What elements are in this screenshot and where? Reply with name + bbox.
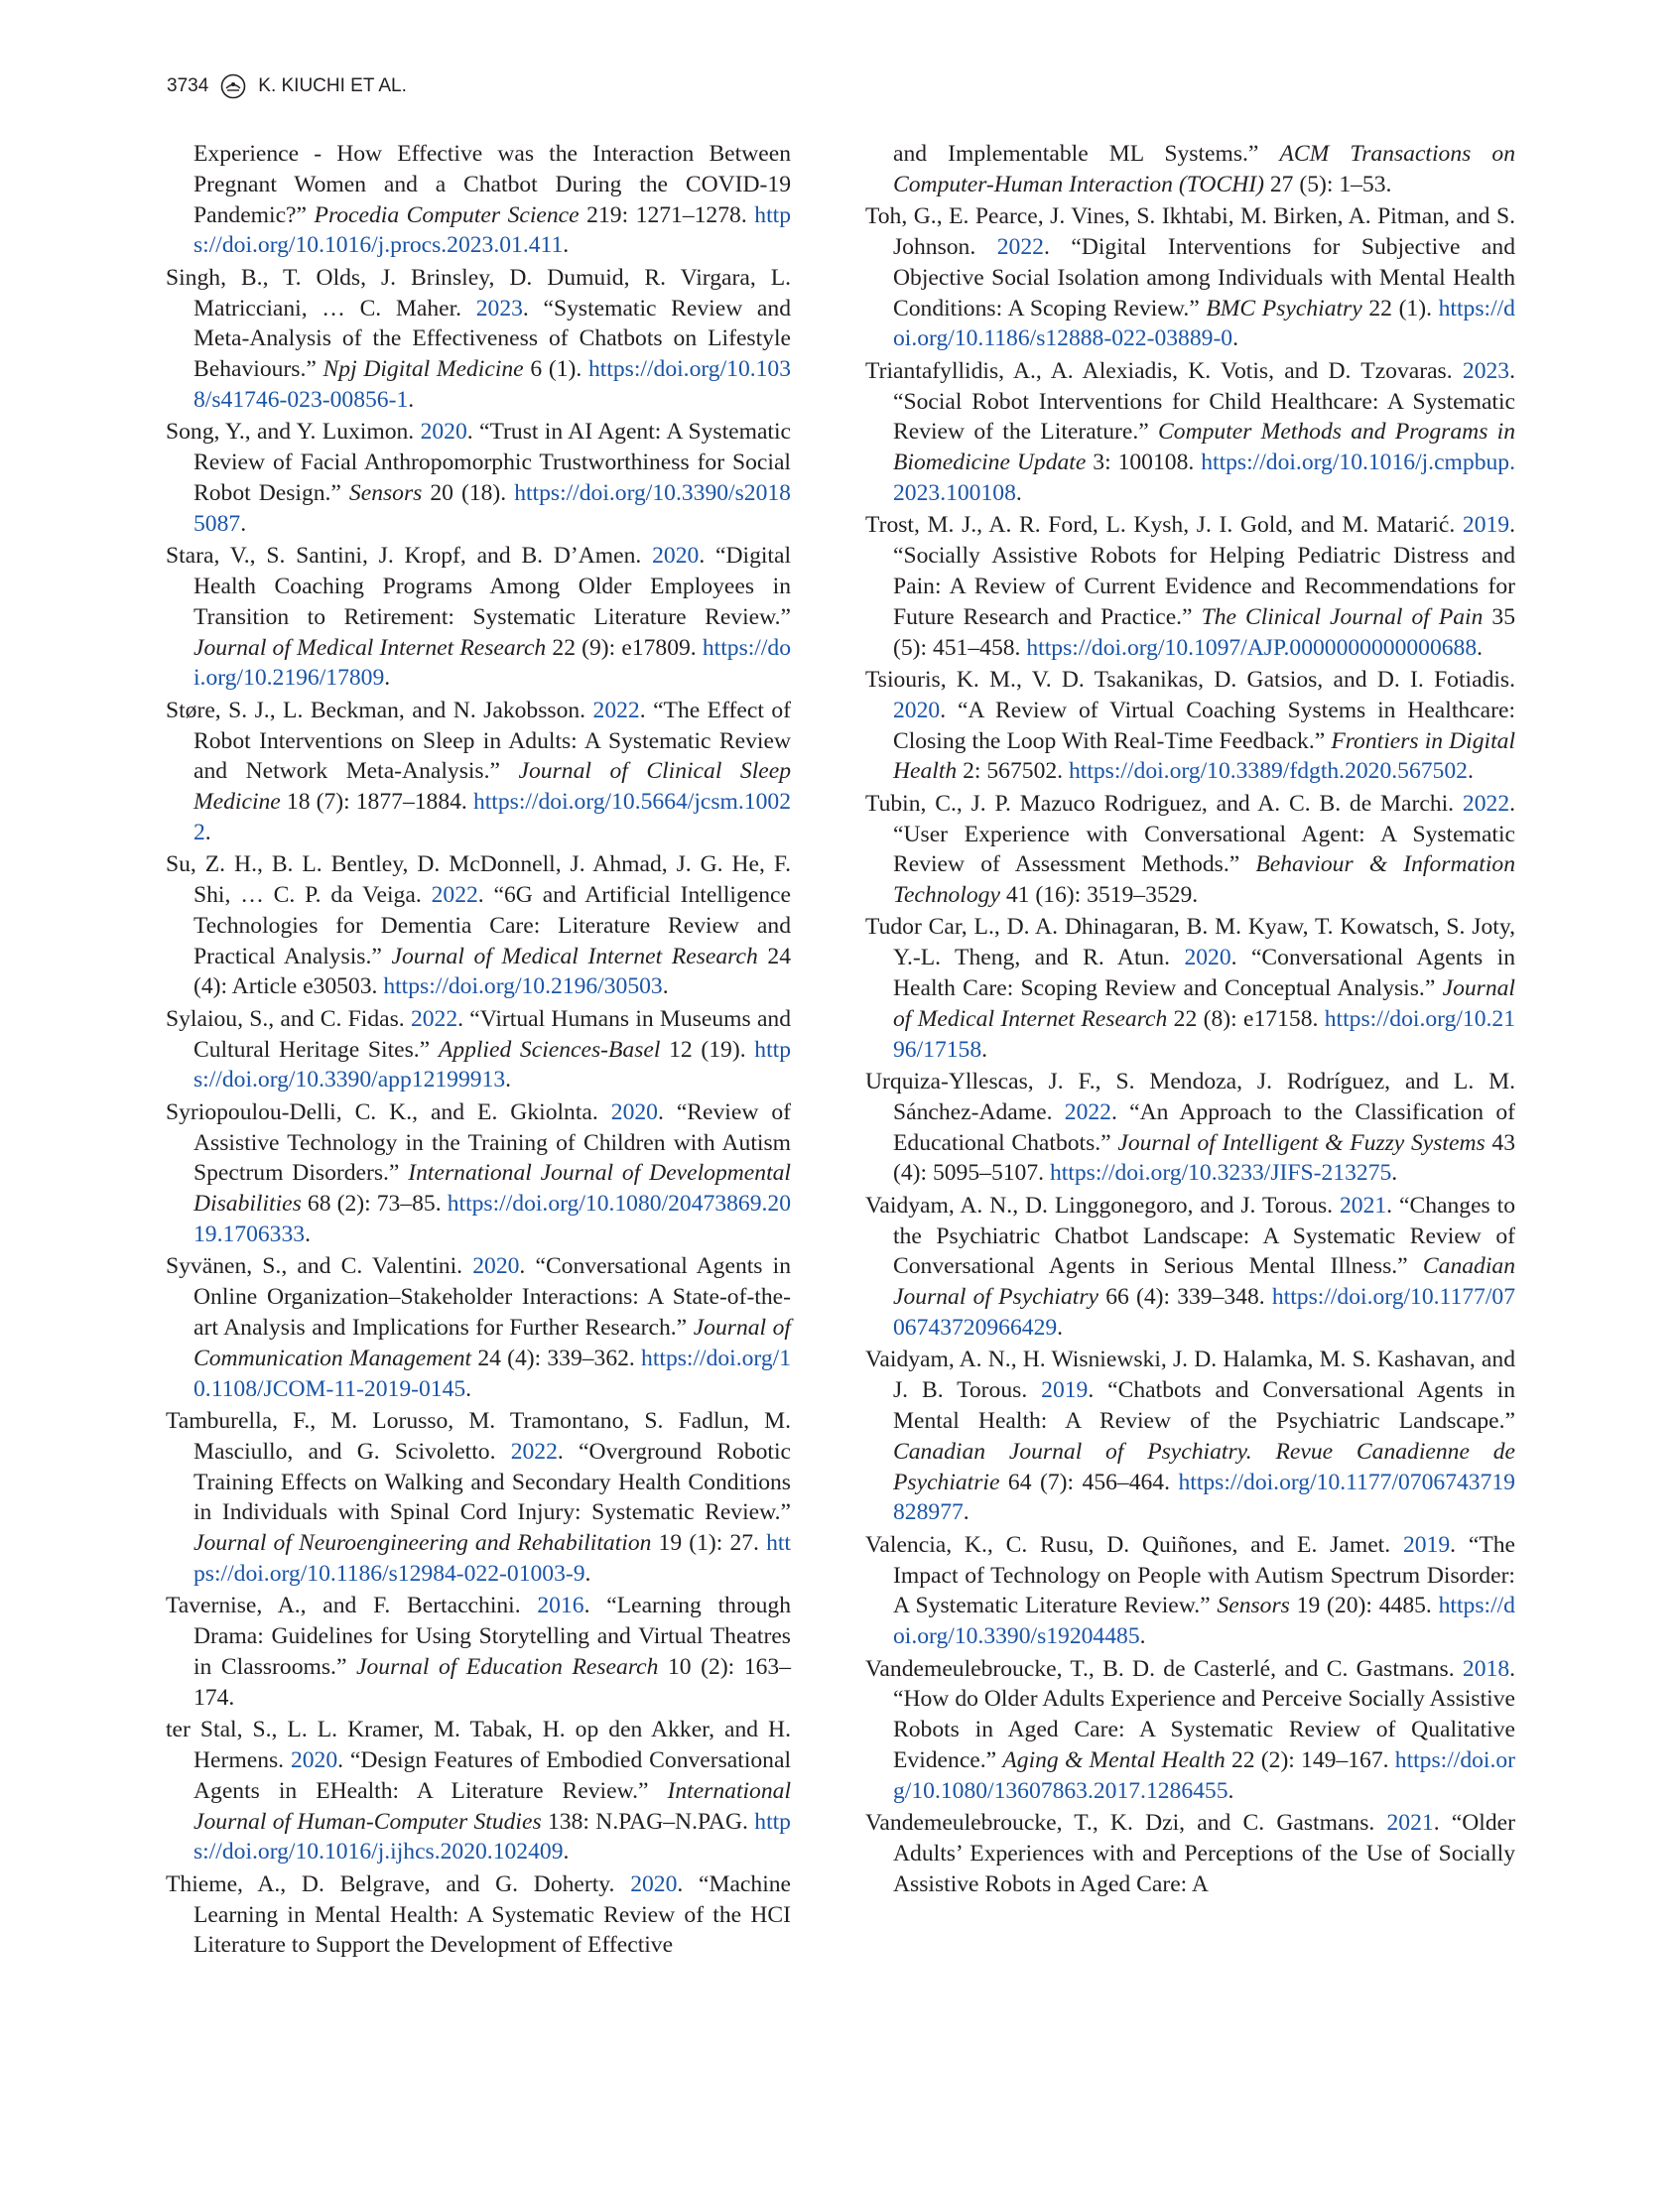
reference-authors: Stara, V., S. Santini, J. Kropf, and B. D’Amen. [166, 543, 642, 570]
reference-volume-pages: 20 (18). [430, 479, 507, 506]
reference-journal: ACM Transactions on Computer-Human Interaction (TOCHI) [893, 141, 1515, 197]
reference-year-link[interactable]: 2020 [1184, 945, 1231, 971]
reference-authors: and Implementable ML Systems.” [893, 141, 1259, 167]
reference-year-link[interactable]: 2018 [1462, 1655, 1510, 1682]
reference-volume-pages: 68 (2): 73–85. [307, 1191, 442, 1218]
doi-link[interactable]: https://doi.org/10.3390/s20185087 [194, 479, 791, 537]
reference-authors: Song, Y., and Y. Luximon. [166, 419, 415, 446]
reference-journal: Journal of Medical Internet Research [893, 975, 1515, 1032]
reference-entry: Thieme, A., D. Belgrave, and G. Doherty. 2020. “Machine Learning in Mental Health: A Systematic Review of the HCI Literature to Support the Development of Effective [166, 1870, 792, 1959]
doi-link[interactable]: https://doi.org/10.1080/13607863.2017.1286455 [893, 1746, 1516, 1804]
reference-year-link[interactable]: 2020 [630, 1870, 678, 1897]
reference-journal: Journal of Neuroengineering and Rehabilitation [194, 1530, 652, 1557]
reference-year-link[interactable]: 2020 [610, 1098, 658, 1125]
reference-entry: Su, Z. H., B. L. Bentley, D. McDonnell, J. Ahmad, J. G. He, F. Shi, … C. P. da Veiga. 2022. “6G and Artificial Intelligence Technologies for Dementia Care: Literature Review and Practical Analysis.” Journal of Medical Internet Research 24 (4): Article e30503. https://doi.org/10.2196/30503. [166, 851, 791, 1000]
doi-link[interactable]: https://doi.org/10.3389/fdgth.2020.567502 [1068, 758, 1468, 785]
reference-entry: Toh, G., E. Pearce, J. Vines, S. Ikhtabi, M. Birken, A. Pitman, and S. Johnson. 2022. “Digital Interventions for Subjective and Objective Social Isolation among Individuals with Mental Health Conditions: A Scoping Review.” BMC Psychiatry 22 (1). https://doi.org/10.1186/s12888-022-03889-0. [865, 203, 1515, 352]
reference-entry: Song, Y., and Y. Luximon. 2020. “Trust in AI Agent: A Systematic Review of Facial Anthropomorphic Trustworthiness for Social Robot Design.” Sensors 20 (18). https://doi.org/10.3390/s20185087. [166, 419, 792, 537]
reference-title: “Learning through Drama: Guidelines for Using Storytelling and Virtual Theatres in Classrooms.” [194, 1593, 791, 1680]
reference-year-link[interactable]: 2019 [1402, 1531, 1451, 1558]
reference-authors: Støre, S. J., L. Beckman, and N. Jakobsson. [166, 697, 586, 723]
doi-link[interactable]: https://doi.org/10.1108/JCOM-11-2019-0145 [194, 1345, 792, 1402]
reference-year-link[interactable]: 2020 [290, 1746, 338, 1773]
reference-volume-pages: 6 (1). [530, 356, 582, 383]
reference-title: “Older Adults’ Experiences with and Perceptions of the Use of Socially Assistive Robots in Aged Care: A [893, 1810, 1515, 1897]
reference-authors: Sylaiou, S., and C. Fidas. [166, 1005, 405, 1032]
reference-volume-pages: 19 (1): 27. [658, 1530, 759, 1557]
reference-journal: Procedia Computer Science [314, 201, 580, 228]
reference-year-link[interactable]: 2020 [893, 697, 941, 723]
reference-title: “The Effect of Robot Interventions on Sleep in Adults: A Systematic Review and Network Meta-Analysis.” [194, 697, 791, 785]
reference-entry: ter Stal, S., L. L. Kramer, M. Tabak, H. op den Akker, and H. Hermens. 2020. “Design Features of Embodied Conversational Agents in EHealth: A Literature Review.” International Journal of Human-Computer Studies 138: N.PAG–N.PAG. https://doi.org/10.1016/j.ijhcs.2020.102409. [166, 1717, 791, 1866]
reference-title: “Chatbots and Conversational Agents in Mental Health: A Review of the Psychiatric Landscape.” [893, 1377, 1515, 1435]
reference-title: “The Impact of Technology on People with Autism Spectrum Disorder: A Systematic Literature Review.” [893, 1531, 1516, 1619]
reference-authors: Thieme, A., D. Belgrave, and G. Doherty. [166, 1870, 615, 1897]
reference-journal: Applied Sciences-Basel [438, 1036, 661, 1063]
page-number: 3734 [167, 75, 209, 96]
reference-journal: The Clinical Journal of Pain [1201, 603, 1484, 630]
publisher-logo-icon [220, 73, 246, 99]
reference-authors: Su, Z. H., B. L. Bentley, D. McDonnell, J. Ahmad, J. G. He, F. Shi, … C. P. da Veiga. [166, 851, 791, 909]
reference-journal: Journal of Medical Internet Research [194, 634, 547, 661]
reference-entry: Stara, V., S. Santini, J. Kropf, and B. D’Amen. 2020. “Digital Health Coaching Programs Among Older Employees in Transition to Retirement: Systematic Literature Review.” Journal of Medical Internet Research 22 (9): e17809. https://doi.org/10.2196/17809. [166, 543, 792, 692]
reference-volume-pages: 3: 100108. [1093, 450, 1195, 476]
reference-authors: Tamburella, F., M. Lorusso, M. Tramontano, S. Fadlun, M. Masciullo, and G. Scivoletto. [166, 1408, 791, 1465]
reference-authors: Tsiouris, K. M., V. D. Tsakanikas, D. Gatsios, and D. I. Fotiadis. [865, 666, 1515, 693]
reference-title: “Review of Assistive Technology in the Training of Children with Autism Spectrum Disorders.” [194, 1098, 791, 1187]
reference-year-link[interactable]: 2021 [1339, 1192, 1387, 1219]
reference-journal: Sensors [348, 479, 423, 506]
reference-year-link[interactable]: 2016 [537, 1593, 584, 1619]
reference-title: “How do Older Adults Experience and Perceive Socially Assistive Robots in Aged Care: A Systematic Review of Qualitative Evidence.” [893, 1686, 1515, 1773]
reference-entry: Vandemeulebroucke, T., B. D. de Casterlé, and C. Gastmans. 2018. “How do Older Adults Experience and Perceive Socially Assistive Robots in Aged Care: A Systematic Review of Qualitative Evidence.” Aging & Mental Health 22 (2): 149–167. https://doi.org/10.1080/13607863.2017.1286455. [865, 1655, 1516, 1804]
reference-title: “Machine Learning in Mental Health: A Systematic Review of the HCI Literature to Support the Development of Effective [194, 1870, 792, 1959]
reference-entry: Valencia, K., C. Rusu, D. Quiñones, and E. Jamet. 2019. “The Impact of Technology on People with Autism Spectrum Disorder: A Systematic Literature Review.” Sensors 19 (20): 4485. https://doi.org/10.3390/s19204485. [865, 1531, 1516, 1650]
doi-link[interactable]: https://doi.org/10.1038/s41746-023-00856-1 [194, 356, 792, 413]
reference-volume-pages: 19 (20): 4485. [1296, 1593, 1432, 1619]
reference-year-link[interactable]: 2022 [1064, 1098, 1111, 1125]
reference-authors: Vandemeulebroucke, T., K. Dzi, and C. Gastmans. [865, 1810, 1375, 1837]
reference-year-link[interactable]: 2022 [1462, 790, 1510, 817]
doi-link[interactable]: https://doi.org/10.2196/17809 [194, 634, 792, 692]
reference-authors: Trost, M. J., A. R. Ford, L. Kysh, J. I. Gold, and M. Matarić. [865, 512, 1456, 539]
reference-year-link[interactable]: 2019 [1041, 1377, 1089, 1404]
reference-title: “Design Features of Embodied Conversational Agents in EHealth: A Literature Review.” [194, 1746, 791, 1804]
reference-volume-pages: 41 (16): 3519–3529 [1005, 882, 1193, 909]
reference-authors: Vandemeulebroucke, T., B. D. de Casterlé, and C. Gastmans. [865, 1655, 1455, 1682]
reference-entry: Vandemeulebroucke, T., K. Dzi, and C. Gastmans. 2021. “Older Adults’ Experiences with and Perceptions of the Use of Socially Assistive Robots in Aged Care: A [865, 1810, 1515, 1897]
reference-volume-pages: 22 (9): e17809. [552, 634, 697, 661]
reference-column-right [865, 139, 1515, 1901]
reference-year-link[interactable]: 2022 [410, 1005, 458, 1032]
reference-entry: Tsiouris, K. M., V. D. Tsakanikas, D. Gatsios, and D. I. Fotiadis. 2020. “A Review of Virtual Coaching Systems in Healthcare: Closing the Loop With Real-Time Feedback.” Frontiers in Digital Health 2: 567502. https://doi.org/10.3389/fdgth.2020.567502. [865, 666, 1516, 785]
reference-volume-pages: 22 (2): 149–167. [1230, 1746, 1389, 1773]
reference-authors: Tubin, C., J. P. Mazuco Rodriguez, and A. C. B. de Marchi. [865, 790, 1455, 817]
doi-link[interactable]: https://doi.org/10.3233/JIFS-213275 [1049, 1160, 1392, 1187]
reference-entry: Trost, M. J., A. R. Ford, L. Kysh, J. I. Gold, and M. Matarić. 2019. “Socially Assistive Robots for Helping Pediatric Distress and Pain: A Review of Current Evidence and Recommendations for Future Research and Practice.” The Clinical Journal of Pain 35 (5): 451–458. https://doi.org/10.1097/AJP.0000000000000688. [865, 512, 1516, 661]
reference-journal: Sensors [1217, 1593, 1290, 1619]
reference-authors: Valencia, K., C. Rusu, D. Quiñones, and E. Jamet. [865, 1531, 1391, 1558]
reference-authors: Syvänen, S., and C. Valentini. [166, 1253, 463, 1280]
reference-journal: Canadian Journal of Psychiatry. Revue Canadienne de Psychiatrie [893, 1438, 1515, 1495]
reference-title: “Conversational Agents in Online Organization–Stakeholder Interactions: A State-of-the-art Analysis and Implications for Further Research.” [194, 1253, 791, 1342]
reference-entry: Sylaiou, S., and C. Fidas. 2022. “Virtual Humans in Museums and Cultural Heritage Sites.” Applied Sciences-Basel 12 (19). https://doi.org/10.3390/app12199913. [166, 1005, 792, 1094]
reference-volume-pages: 219: 1271–1278. [586, 201, 747, 228]
reference-year-link[interactable]: 2020 [420, 419, 467, 446]
reference-title: “Conversational Agents in Health Care: Scoping Review and Conceptual Analysis.” [893, 945, 1516, 1002]
reference-volume-pages: 24 (4): Article e30503. [194, 943, 791, 1000]
reference-journal: Journal of Education Research [356, 1653, 659, 1680]
reference-title: “Systematic Review and Meta-Analysis of the Effectiveness of Chatbots on Lifestyle Behaviours.” [194, 295, 791, 383]
reference-year-link[interactable]: 2020 [652, 543, 700, 570]
reference-entry: Vaidyam, A. N., D. Linggonegoro, and J. Torous. 2021. “Changes to the Psychiatric Chatbot Landscape: A Systematic Review of Conversational Agents in Serious Mental Illness.” Canadian Journal of Psychiatry 66 (4): 339–348. https://doi.org/10.1177/0706743720966429. [865, 1192, 1516, 1342]
reference-journal: BMC Psychiatry [1206, 295, 1362, 322]
reference-year-link[interactable]: 2022 [996, 233, 1044, 260]
reference-entry: Støre, S. J., L. Beckman, and N. Jakobsson. 2022. “The Effect of Robot Interventions on Sleep in Adults: A Systematic Review and Network Meta-Analysis.” Journal of Clinical Sleep Medicine 18 (7): 1877–1884. https://doi.org/10.5664/jcsm.10022. [166, 697, 792, 845]
reference-year-link[interactable]: 2020 [472, 1253, 520, 1280]
doi-link[interactable]: https://doi.org/10.1097/AJP.0000000000000688 [1026, 634, 1478, 661]
reference-title: “Changes to the Psychiatric Chatbot Landscape: A Systematic Review of Conversational Agents in Serious Mental Illness.” [893, 1192, 1516, 1280]
doi-link[interactable]: https://doi.org/10.5664/jcsm.10022 [194, 789, 791, 845]
reference-title: “Digital Interventions for Subjective and Objective Social Isolation among Individuals with Mental Health Conditions: A Scoping Review.” [893, 233, 1515, 322]
doi-link[interactable]: https://doi.org/10.1177/0706743719828977 [893, 1469, 1515, 1526]
reference-entry: and Implementable ML Systems.” ACM Transactions on Computer-Human Interaction (TOCHI) 27 (5): 1–53. [893, 141, 1515, 197]
reference-authors: Vaidyam, A. N., D. Linggonegoro, and J. Torous. [865, 1192, 1334, 1219]
reference-journal: Computer Methods and Programs in Biomedicine Update [893, 419, 1515, 476]
reference-entry: Urquiza-Yllescas, J. F., S. Mendoza, J. Rodríguez, and L. M. Sánchez-Adame. 2022. “An Approach to the Classification of Educational Chatbots.” Journal of Intelligent & Fuzzy Systems 43 (4): 5095–5107. https://doi.org/10.3233/JIFS-213275. [865, 1069, 1515, 1187]
doi-link[interactable]: https://doi.org/10.1177/0706743720966429 [893, 1284, 1516, 1342]
reference-journal: International Journal of Human-Computer Studies [194, 1777, 791, 1835]
doi-link[interactable]: https://doi.org/10.2196/30503 [383, 973, 663, 1000]
reference-authors: Tavernise, A., and F. Bertacchini. [166, 1593, 521, 1619]
reference-authors: Experience - How Effective was the Interaction Between Pregnant Women and a Chatbot During the COVID-19 Pandemic?” [194, 141, 791, 228]
reference-volume-pages: 66 (4): 339–348. [1105, 1284, 1265, 1311]
reference-entry: Tudor Car, L., D. A. Dhinagaran, B. M. Kyaw, T. Kowatsch, S. Joty, Y.-L. Theng, and R. Atun. 2020. “Conversational Agents in Health Care: Scoping Review and Conceptual Analysis.” Journal of Medical Internet Research 22 (8): e17158. https://doi.org/10.2196/17158. [865, 914, 1516, 1063]
reference-entry: Vaidyam, A. N., H. Wisniewski, J. D. Halamka, M. S. Kashavan, and J. B. Torous. 2019. “Chatbots and Conversational Agents in Mental Health: A Review of the Psychiatric Landscape.” Canadian Journal of Psychiatry. Revue Canadienne de Psychiatrie 64 (7): 456–464. https://doi.org/10.1177/0706743719828977. [865, 1347, 1515, 1526]
reference-volume-pages: 35 (5): 451–458. [893, 603, 1516, 661]
reference-volume-pages: 43 (4): 5095–5107. [893, 1129, 1515, 1187]
reference-volume-pages: 22 (1). [1368, 295, 1432, 322]
doi-link[interactable]: https://doi.org/10.1186/s12888-022-03889-0 [893, 295, 1515, 352]
reference-journal: International Journal of Developmental Disabilities [194, 1160, 791, 1218]
reference-title: “Virtual Humans in Museums and Cultural Heritage Sites.” [194, 1005, 792, 1063]
reference-journal: Npj Digital Medicine [323, 356, 524, 383]
reference-authors: Syriopoulou-Delli, C. K., and E. Gkiolnta. [166, 1098, 598, 1125]
reference-title: “Social Robot Interventions for Child Healthcare: A Systematic Review of the Literature.” [893, 388, 1515, 446]
reference-journal: Journal of Clinical Sleep Medicine [194, 758, 792, 816]
reference-title: “A Review of Virtual Coaching Systems in Healthcare: Closing the Loop With Real-Time Feedback.” [893, 697, 1516, 754]
doi-link[interactable]: https://doi.org/10.1080/20473869.2019.1706333 [194, 1191, 791, 1248]
running-header [167, 71, 407, 101]
reference-journal: Journal of Communication Management [194, 1315, 791, 1371]
reference-journal: Journal of Medical Internet Research [391, 943, 758, 969]
doi-link[interactable]: https://doi.org/10.1016/j.cmpbup.2023.100108 [893, 450, 1515, 506]
reference-year-link[interactable]: 2022 [592, 697, 640, 723]
running-title: K. KIUCHI ET AL. [258, 75, 407, 96]
reference-year-link[interactable]: 2022 [431, 882, 478, 909]
reference-year-link[interactable]: 2021 [1386, 1810, 1434, 1837]
reference-title: “Overground Robotic Training Effects on Walking and Secondary Health Conditions in Individuals with Spinal Cord Injury: Systematic Review.” [194, 1438, 791, 1526]
reference-volume-pages: 12 (19). [669, 1036, 746, 1063]
reference-volume-pages: 138: N.PAG–N.PAG. [547, 1808, 748, 1835]
reference-title: “6G and Artificial Intelligence Technologies for Dementia Care: Literature Review and Practical Analysis.” [194, 882, 791, 969]
reference-title: “Socially Assistive Robots for Helping Pediatric Distress and Pain: A Review of Current Evidence and Recommendations for Future Research and Practice.” [893, 543, 1515, 630]
doi-link[interactable]: https://doi.org/10.3390/app12199913 [194, 1036, 791, 1094]
reference-year-link[interactable]: 2023 [475, 295, 523, 322]
reference-title: “An Approach to the Classification of Educational Chatbots.” [893, 1098, 1515, 1156]
reference-entry: Tavernise, A., and F. Bertacchini. 2016. “Learning through Drama: Guidelines for Using Storytelling and Virtual Theatres in Classrooms.” Journal of Education Research 10 (2): 163–174. [166, 1593, 792, 1711]
reference-entry: Tamburella, F., M. Lorusso, M. Tramontano, S. Fadlun, M. Masciullo, and G. Scivoletto. 2022. “Overground Robotic Training Effects on Walking and Secondary Health Conditions in Individuals with Spinal Cord Injury: Systematic Review.” Journal of Neuroengineering and Rehabilitation 19 (1): 27. https://doi.org/10.1186/s12984-022-01003-9. [166, 1408, 791, 1587]
reference-volume-pages: 10 (2): 163–174 [194, 1653, 792, 1711]
doi-link[interactable]: https://doi.org/10.3390/s19204485 [893, 1593, 1515, 1650]
reference-volume-pages: 18 (7): 1877–1884. [286, 789, 467, 816]
reference-journal: Aging & Mental Health [1002, 1746, 1226, 1773]
reference-volume-pages: 22 (8): e17158. [1173, 1005, 1319, 1032]
reference-entry: Tubin, C., J. P. Mazuco Rodriguez, and A. C. B. de Marchi. 2022. “User Experience with Conversational Agent: A Systematic Review of Assessment Methods.” Behaviour & Information Technology 41 (16): 3519–3529. [865, 790, 1516, 909]
reference-entry: Syvänen, S., and C. Valentini. 2020. “Conversational Agents in Online Organization–Stakeholder Interactions: A State-of-the-art Analysis and Implications for Further Research.” Journal of Communication Management 24 (4): 339–362. https://doi.org/10.1108/JCOM-11-2019-0145. [166, 1253, 792, 1402]
doi-link[interactable]: https://doi.org/10.1016/j.procs.2023.01.411 [194, 201, 791, 259]
reference-authors: Urquiza-Yllescas, J. F., S. Mendoza, J. Rodríguez, and L. M. Sánchez-Adame. [865, 1069, 1515, 1125]
reference-authors: Singh, B., T. Olds, J. Brinsley, D. Dumuid, R. Virgara, L. Matricciani, … C. Maher. [166, 264, 791, 322]
reference-column-left [166, 139, 791, 1963]
reference-journal: Journal of Intelligent & Fuzzy Systems [1117, 1129, 1486, 1156]
reference-year-link[interactable]: 2023 [1462, 357, 1510, 384]
reference-entry: Singh, B., T. Olds, J. Brinsley, D. Dumuid, R. Virgara, L. Matricciani, … C. Maher. 2023. “Systematic Review and Meta-Analysis of the Effectiveness of Chatbots on Lifestyle Behaviours.” Npj Digital Medicine 6 (1). https://doi.org/10.1038/s41746-023-00856-1. [166, 264, 792, 413]
doi-link[interactable]: https://doi.org/10.1016/j.ijhcs.2020.102409 [194, 1808, 791, 1866]
reference-authors: Tudor Car, L., D. A. Dhinagaran, B. M. Kyaw, T. Kowatsch, S. Joty, Y.-L. Theng, and R. Atun. [865, 914, 1515, 971]
reference-volume-pages: 64 (7): 456–464. [1007, 1469, 1170, 1495]
reference-year-link[interactable]: 2019 [1462, 512, 1510, 539]
reference-title: “Digital Health Coaching Programs Among Older Employees in Transition to Retirement: Systematic Literature Review.” [194, 543, 792, 630]
reference-volume-pages: 24 (4): 339–362. [477, 1345, 635, 1371]
reference-title: “User Experience with Conversational Agent: A Systematic Review of Assessment Methods.” [893, 821, 1515, 878]
reference-authors: Toh, G., E. Pearce, J. Vines, S. Ikhtabi, M. Birken, A. Pitman, and S. Johnson. [865, 203, 1515, 260]
reference-authors: ter Stal, S., L. L. Kramer, M. Tabak, H. op den Akker, and H. Hermens. [166, 1717, 791, 1773]
reference-authors: Vaidyam, A. N., H. Wisniewski, J. D. Halamka, M. S. Kashavan, and J. B. Torous. [865, 1347, 1515, 1404]
doi-link[interactable]: https://doi.org/10.1186/s12984-022-01003-9 [194, 1530, 791, 1587]
reference-volume-pages: 27 (5): 1–53 [1269, 171, 1386, 197]
reference-entry: Experience - How Effective was the Interaction Between Pregnant Women and a Chatbot During the COVID-19 Pandemic?” Procedia Computer Science 219: 1271–1278. https://doi.org/10.1016/j.procs.2023.01.411. [194, 141, 791, 259]
doi-link[interactable]: https://doi.org/10.2196/17158 [893, 1005, 1516, 1063]
reference-journal: Frontiers in Digital Health [893, 727, 1516, 785]
reference-entry: Triantafyllidis, A., A. Alexiadis, K. Votis, and D. Tzovaras. 2023. “Social Robot Interventions for Child Healthcare: A Systematic Review of the Literature.” Computer Methods and Programs in Biomedicine Update 3: 100108. https://doi.org/10.1016/j.cmpbup.2023.100108. [865, 357, 1515, 506]
reference-title: “Trust in AI Agent: A Systematic Review of Facial Anthropomorphic Trustworthiness for Social Robot Design.” [194, 419, 792, 506]
reference-volume-pages: 2: 567502. [963, 758, 1064, 785]
reference-journal: Behaviour & Information Technology [893, 851, 1515, 909]
reference-entry: Syriopoulou-Delli, C. K., and E. Gkiolnta. 2020. “Review of Assistive Technology in the Training of Children with Autism Spectrum Disorders.” International Journal of Developmental Disabilities 68 (2): 73–85. https://doi.org/10.1080/20473869.2019.1706333. [166, 1098, 791, 1248]
reference-authors: Triantafyllidis, A., A. Alexiadis, K. Votis, and D. Tzovaras. [865, 357, 1453, 384]
reference-year-link[interactable]: 2022 [510, 1438, 558, 1465]
reference-journal: Canadian Journal of Psychiatry [893, 1253, 1515, 1311]
